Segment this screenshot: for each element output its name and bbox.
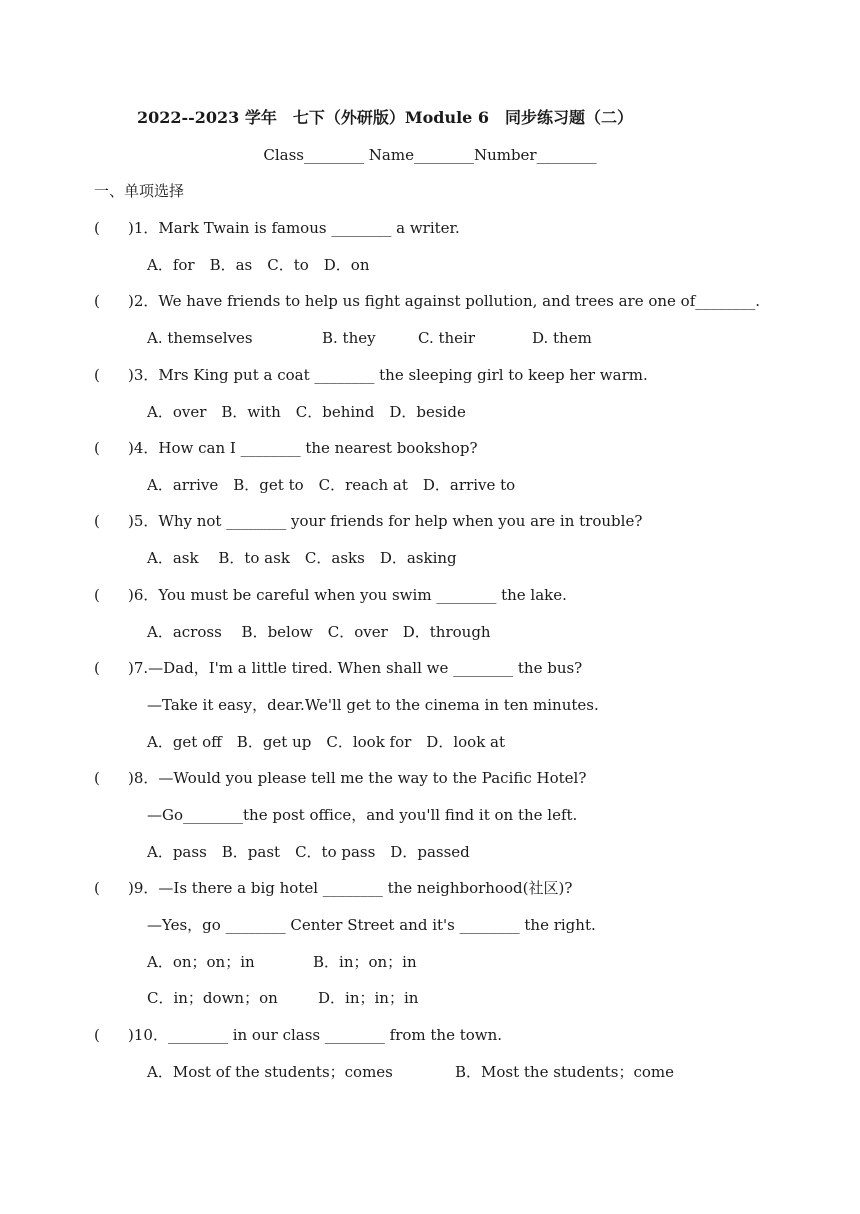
question-5-options: A．ask B．to ask C．asks D．asking	[147, 549, 457, 567]
answer-paren: (	[94, 659, 130, 677]
question-2-option-a: A. themselves	[147, 329, 253, 347]
question-6-options: A．across B．below C．over D．through	[147, 623, 491, 641]
question-9-dialogue: —Yes，go ________ Center Street and it's ________ the right.	[147, 916, 596, 934]
question-1-text: )1．Mark Twain is famous ________ a writer.	[128, 219, 460, 237]
question-9-option-d: D．in；in；in	[318, 989, 419, 1007]
answer-paren: (	[94, 439, 130, 457]
question-7-text: )7.—Dad，I'm a little tired. When shall we ________ the bus?	[128, 659, 583, 677]
question-1-options: A．for B．as C．to D．on	[147, 256, 370, 274]
question-7-options: A．get off B．get up C．look for D．look at	[147, 733, 506, 751]
question-2-option-c: C. their	[418, 329, 476, 347]
answer-paren: (	[94, 219, 130, 237]
question-2-text: )2．We have friends to help us fight against pollution, and trees are one of________.	[128, 292, 761, 310]
question-8-text: )8．—Would you please tell me the way to the Pacific Hotel?	[128, 769, 587, 787]
question-4-options: A．arrive B．get to C．reach at D．arrive to	[147, 476, 516, 494]
question-2-option-b: B. they	[322, 329, 376, 347]
question-10-option-b: B．Most the students；come	[455, 1063, 675, 1081]
question-10-text: )10．________ in our class ________ from the town.	[128, 1026, 503, 1044]
question-7-dialogue: —Take it easy，dear.We'll get to the cinema in ten minutes.	[147, 696, 599, 714]
student-info-line: Class________ Name________Number________	[263, 146, 597, 164]
answer-paren: (	[94, 292, 130, 310]
question-4-text: )4．How can I ________ the nearest bookshop?	[128, 439, 478, 457]
answer-paren: (	[94, 586, 130, 604]
section-heading: 一、单项选择	[94, 182, 185, 200]
question-6-text: )6．You must be careful when you swim ________ the lake.	[128, 586, 567, 604]
answer-paren: (	[94, 1026, 130, 1044]
question-8-dialogue: —Go________the post office，and you'll find it on the left.	[147, 806, 578, 824]
question-10-option-a: A．Most of the students；comes	[147, 1063, 393, 1081]
question-9-option-a: A．on；on；in	[147, 953, 255, 971]
question-9-option-c: C．in；down；on	[147, 989, 278, 1007]
question-5-text: )5．Why not ________ your friends for help when you are in trouble?	[128, 512, 643, 530]
question-3-options: A．over B．with C．behind D．beside	[147, 403, 466, 421]
question-3-text: )3．Mrs King put a coat ________ the sleeping girl to keep her warm.	[128, 366, 648, 384]
question-9-text: )9．—Is there a big hotel ________ the neighborhood(社区)?	[128, 879, 573, 897]
page-title: 2022--2023 学年 七下（外研版）Module 6 同步练习题（二）	[136, 108, 634, 127]
question-2-option-d: D. them	[532, 329, 592, 347]
question-8-options: A．pass B．past C．to pass D．passed	[147, 843, 470, 861]
question-9-option-b: B．in；on；in	[313, 953, 417, 971]
answer-paren: (	[94, 512, 130, 530]
answer-paren: (	[94, 769, 130, 787]
answer-paren: (	[94, 366, 130, 384]
answer-paren: (	[94, 879, 130, 897]
